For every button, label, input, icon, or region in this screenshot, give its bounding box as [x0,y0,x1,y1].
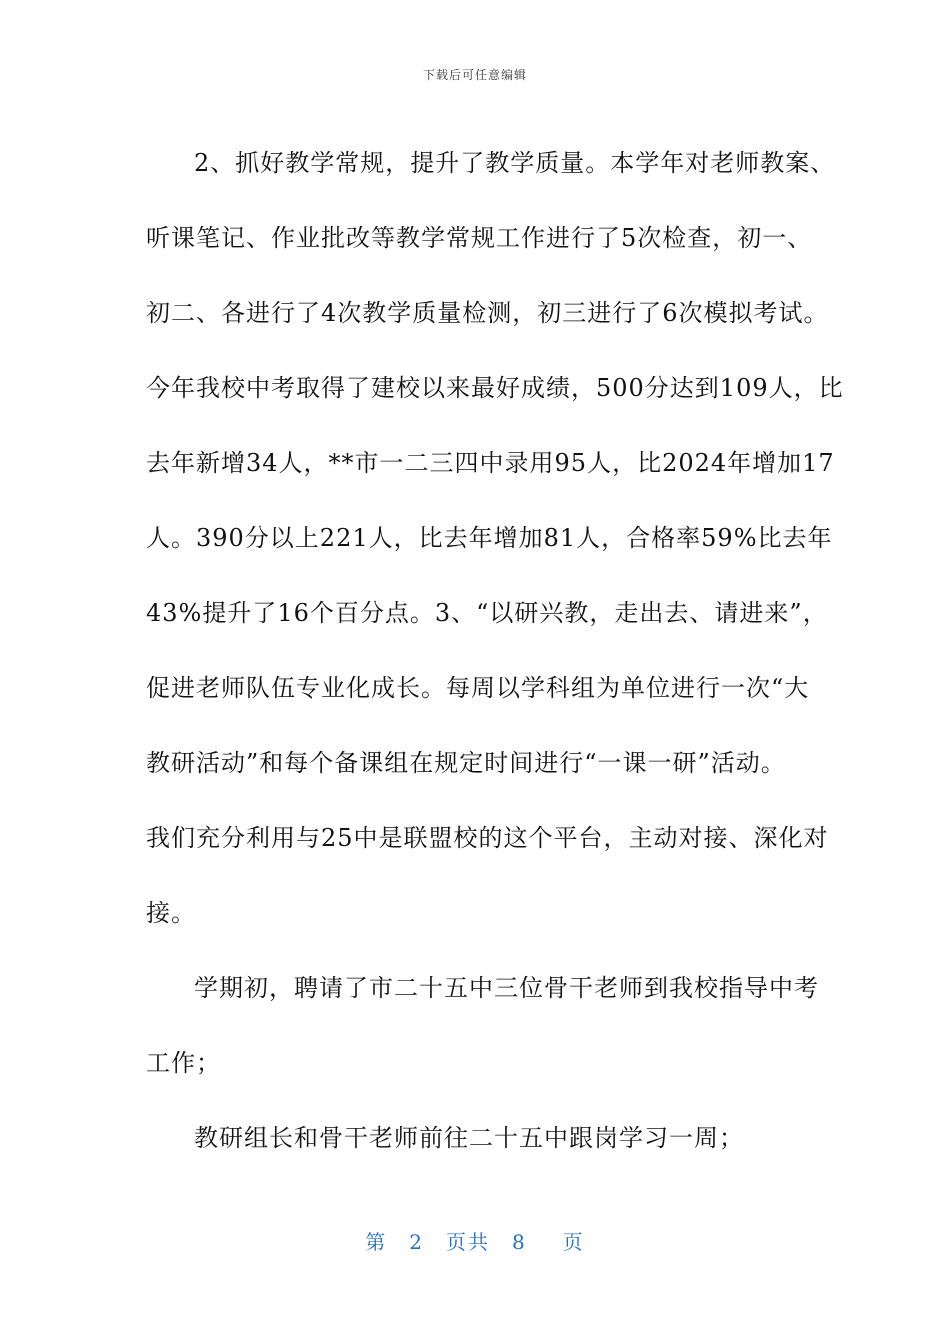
paragraph-line: 我们充分利用与25中是联盟校的这个平台，主动对接、深化对 [146,824,829,852]
footer-middle: 页共 [446,1230,490,1254]
footer-total-pages: 8 [512,1230,527,1254]
paragraph-line: 工作； [146,1049,221,1077]
paragraph-line: 教研组长和骨干老师前往二十五中跟岗学习一周； [194,1124,744,1152]
paragraph-line: 43%提升了16个百分点。3、“以研兴教，走出去、请进来”， [146,599,828,627]
footer-page-number: 2 [409,1230,424,1254]
paragraph-line: 学期初，聘请了市二十五中三位骨干老师到我校指导中考 [194,974,819,1002]
paragraph-line: 去年新增34人，**市一二三四中录用95人，比2024年增加17 [146,449,835,477]
paragraph-line: 2、抓好教学常规，提升了教学质量。本学年对老师教案、 [194,149,836,177]
document-body [146,126,844,1176]
footer-suffix: 页 [562,1230,585,1254]
paragraph-line: 听课笔记、作业批改等教学常规工作进行了5次检查，初一、 [146,224,813,252]
footer-prefix: 第 [365,1230,388,1254]
paragraph-line: 今年我校中考取得了建校以来最好成绩，500分达到109人，比 [146,374,844,402]
page-footer [0,1226,950,1255]
paragraph-line: 接。 [146,899,196,927]
paragraph-line: 初二、各进行了4次教学质量检测，初三进行了6次模拟考试。 [146,299,829,327]
page-header: 下载后可任意编辑 [422,68,527,82]
paragraph-line: 人。390分以上221人，比去年增加81人，合格率59%比去年 [146,524,833,552]
paragraph-line: 促进老师队伍专业化成长。每周以学科组为单位进行一次“大 [146,674,810,702]
paragraph-line: 教研活动”和每个备课组在规定时间进行“一课一研”活动。 [146,749,786,777]
